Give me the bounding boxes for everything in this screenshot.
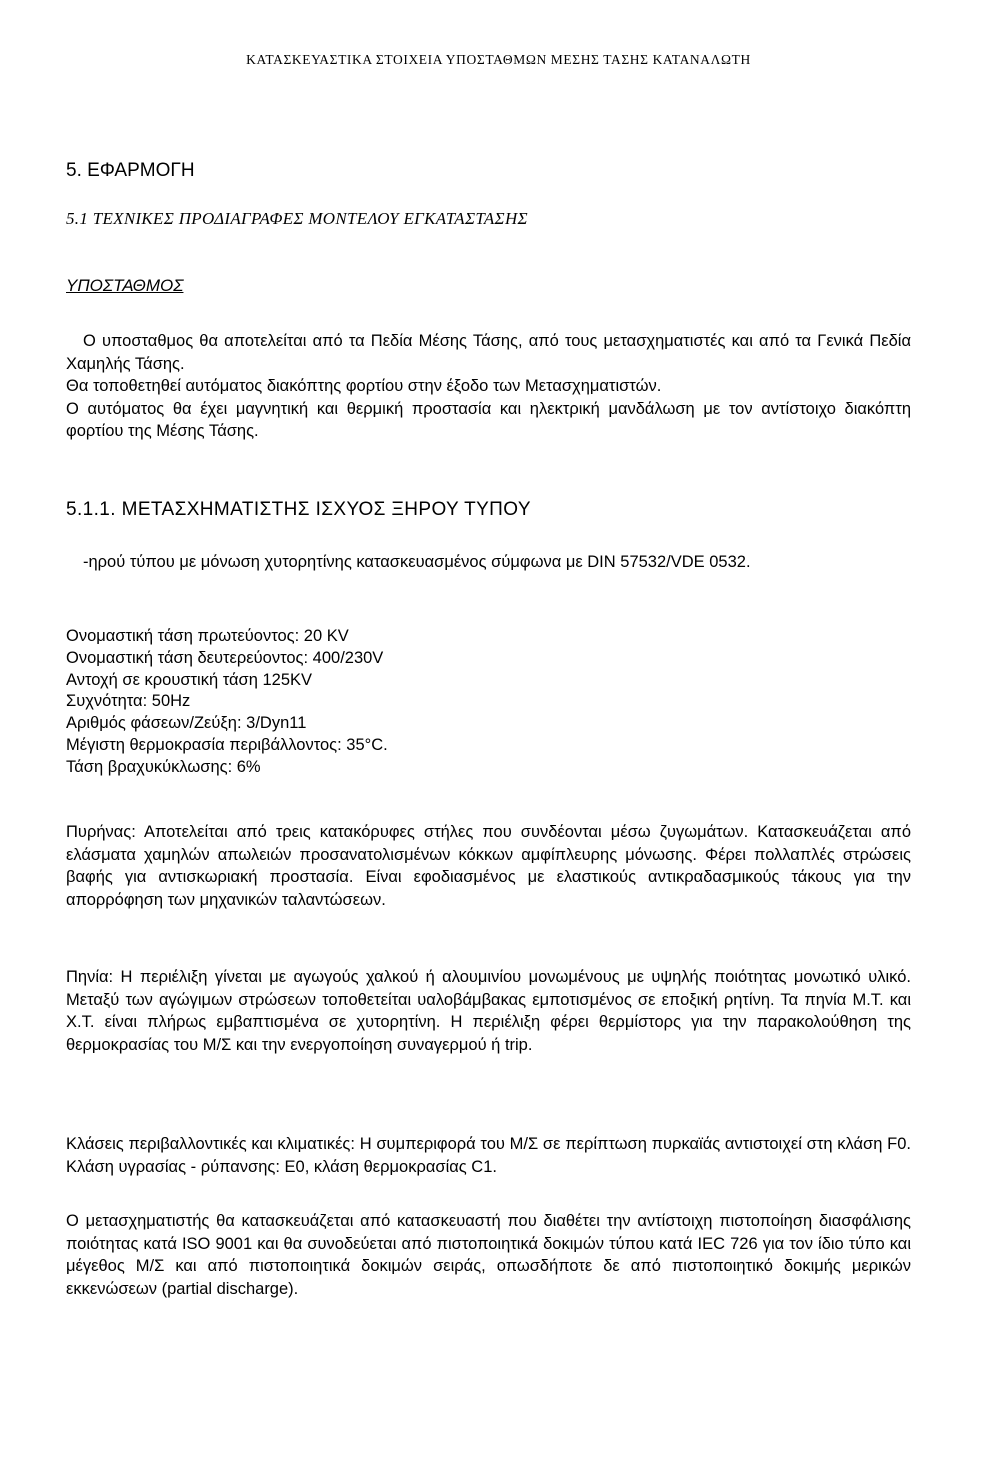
substation-text — [66, 330, 911, 443]
subsection-title: 5.1 ΤΕΧΝΙΚΕΣ ΠΡΟΔΙΑΓΡΑΦΕΣ ΜΟΝΤΕΛΟΥ ΕΓΚΑΤΑΣΤΑΣΗΣ — [66, 209, 528, 228]
spec-item: Τάση βραχυκύκλωσης: 6% — [66, 757, 261, 776]
substation-paragraph: Θα τοποθετηθεί αυτόματος διακόπτης φορτίου στην έξοδο των Μετασχηματιστών. — [66, 377, 662, 396]
certification-paragraph: Ο μετασχηματιστής θα κατασκευάζεται από κατασκευαστή που διαθέτει την αντίστοιχη πιστοποίηση διασφάλισης ποιότητας κατά ISO 9001 και θα συνοδεύεται από πιστοποιητικά δοκιμών τύπου κατά IEC 726 για τον ίδιο τύπο και μέγεθος Μ/Σ και από πιστοποιητικά δοκιμών σειράς, οπωσδήποτε δε από πιστοποιητικό δοκιμής μερικών εκκενώσεων (partial discharge). — [66, 1212, 911, 1298]
spec-item: Μέγιστη θερμοκρασία περιβάλλοντος: 35°C. — [66, 735, 388, 754]
core-section — [66, 821, 911, 911]
transformer-intro-text: -ηρού τύπου με μόνωση χυτορητίνης κατασκευασμένος σύμφωνα με DIN 57532/VDE 0532. — [83, 553, 751, 571]
transformer-heading: 5.1.1. ΜΕΤΑΣΧΗΜΑΤΙΣΤΗΣ ΙΣΧΥΟΣ ΞΗΡΟΥ ΤΥΠΟΥ — [66, 499, 531, 520]
substation-heading: ΥΠΟΣΤΑΘΜΟΣ — [66, 276, 184, 295]
spec-item: Συχνότητα: 50Hz — [66, 692, 191, 711]
spec-list — [66, 626, 388, 779]
certification-section — [66, 1210, 911, 1300]
windings-section — [66, 966, 911, 1056]
spec-item: Ονομαστική τάση πρωτεύοντος: 20 KV — [66, 627, 349, 645]
spec-item: Αντοχή σε κρουστική τάση 125KV — [66, 670, 313, 689]
spec-item: Αριθμός φάσεων/Ζεύξη: 3/Dyn11 — [66, 714, 307, 733]
substation-paragraph: Ο υποσταθμος θα αποτελείται από τα Πεδία Μέσης Τάσης, από τους μετασχηματιστές και από τα Γενικά Πεδία Χαμηλής Τάσης. — [66, 332, 911, 373]
substation-paragraph: Ο αυτόματος θα έχει μαγνητική και θερμική προστασία και ηλεκτρική μανδάλωση με τον αντίστοιχο διακόπτη φορτίου της Μέσης Τάσης. — [66, 399, 911, 441]
classes-paragraph: Κλάσεις περιβαλλοντικές και κλιματικές: Η συμπεριφορά του Μ/Σ σε περίπτωση πυρκαϊάς αντιστοιχεί στη κλάση F0. Κλάση υγρασίας - ρύπανσης: Ε0, κλάση θερμοκρασίας C1. — [66, 1135, 911, 1176]
classes-section — [66, 1133, 911, 1178]
spec-item: Ονομαστική τάση δευτερεύοντος: 400/230V — [66, 648, 384, 667]
running-header: ΚΑΤΑΣΚΕΥΑΣΤΙΚΑ ΣΤΟΙΧΕΙΑ ΥΠΟΣΤΑΘΜΩΝ ΜΕΣΗΣ ΤΑΣΗΣ ΚΑΤΑΝΑΛΩΤΗ — [246, 52, 751, 67]
core-paragraph: Πυρήνας: Αποτελείται από τρεις κατακόρυφες στήλες που συνδέονται μέσω ζυγωμάτων. Κατασκευάζεται από ελάσματα χαμηλών απωλειών προσανατολισμένων κόκκων αμφίπλευρης μόνωσης. Φέρει πολλαπλές στρώσεις βαφής για αντισκωριακή προστασία. Είναι εφοδιασμένος με ελαστικούς αντικραδασμικούς τάκους για την απορρόφηση των μηχανικών ταλαντώσεων. — [66, 823, 911, 909]
windings-paragraph: Πηνία: Η περιέλιξη γίνεται με αγωγούς χαλκού ή αλουμινίου μονωμένους με υψηλής ποιότητας μονωτικό υλικό. Μεταξύ των αγώγιμων στρώσεων τοποθετείται υαλοβάμβακας εμποτισμένος σε εποξική ρητίνη. Τα πηνία Μ.Τ. και Χ.Τ. είναι πλήρως εμβαπτισμένα σε χυτορητίνη. Η περιέλιξη φέρει θερμίστορς για την παρακολούθηση της θερμοκρασίας του Μ/Σ και την ενεργοποίηση συναγερμού ή trip. — [66, 968, 911, 1054]
section-title: 5. ΕΦΑΡΜΟΓΗ — [66, 160, 195, 181]
transformer-intro — [66, 551, 911, 574]
